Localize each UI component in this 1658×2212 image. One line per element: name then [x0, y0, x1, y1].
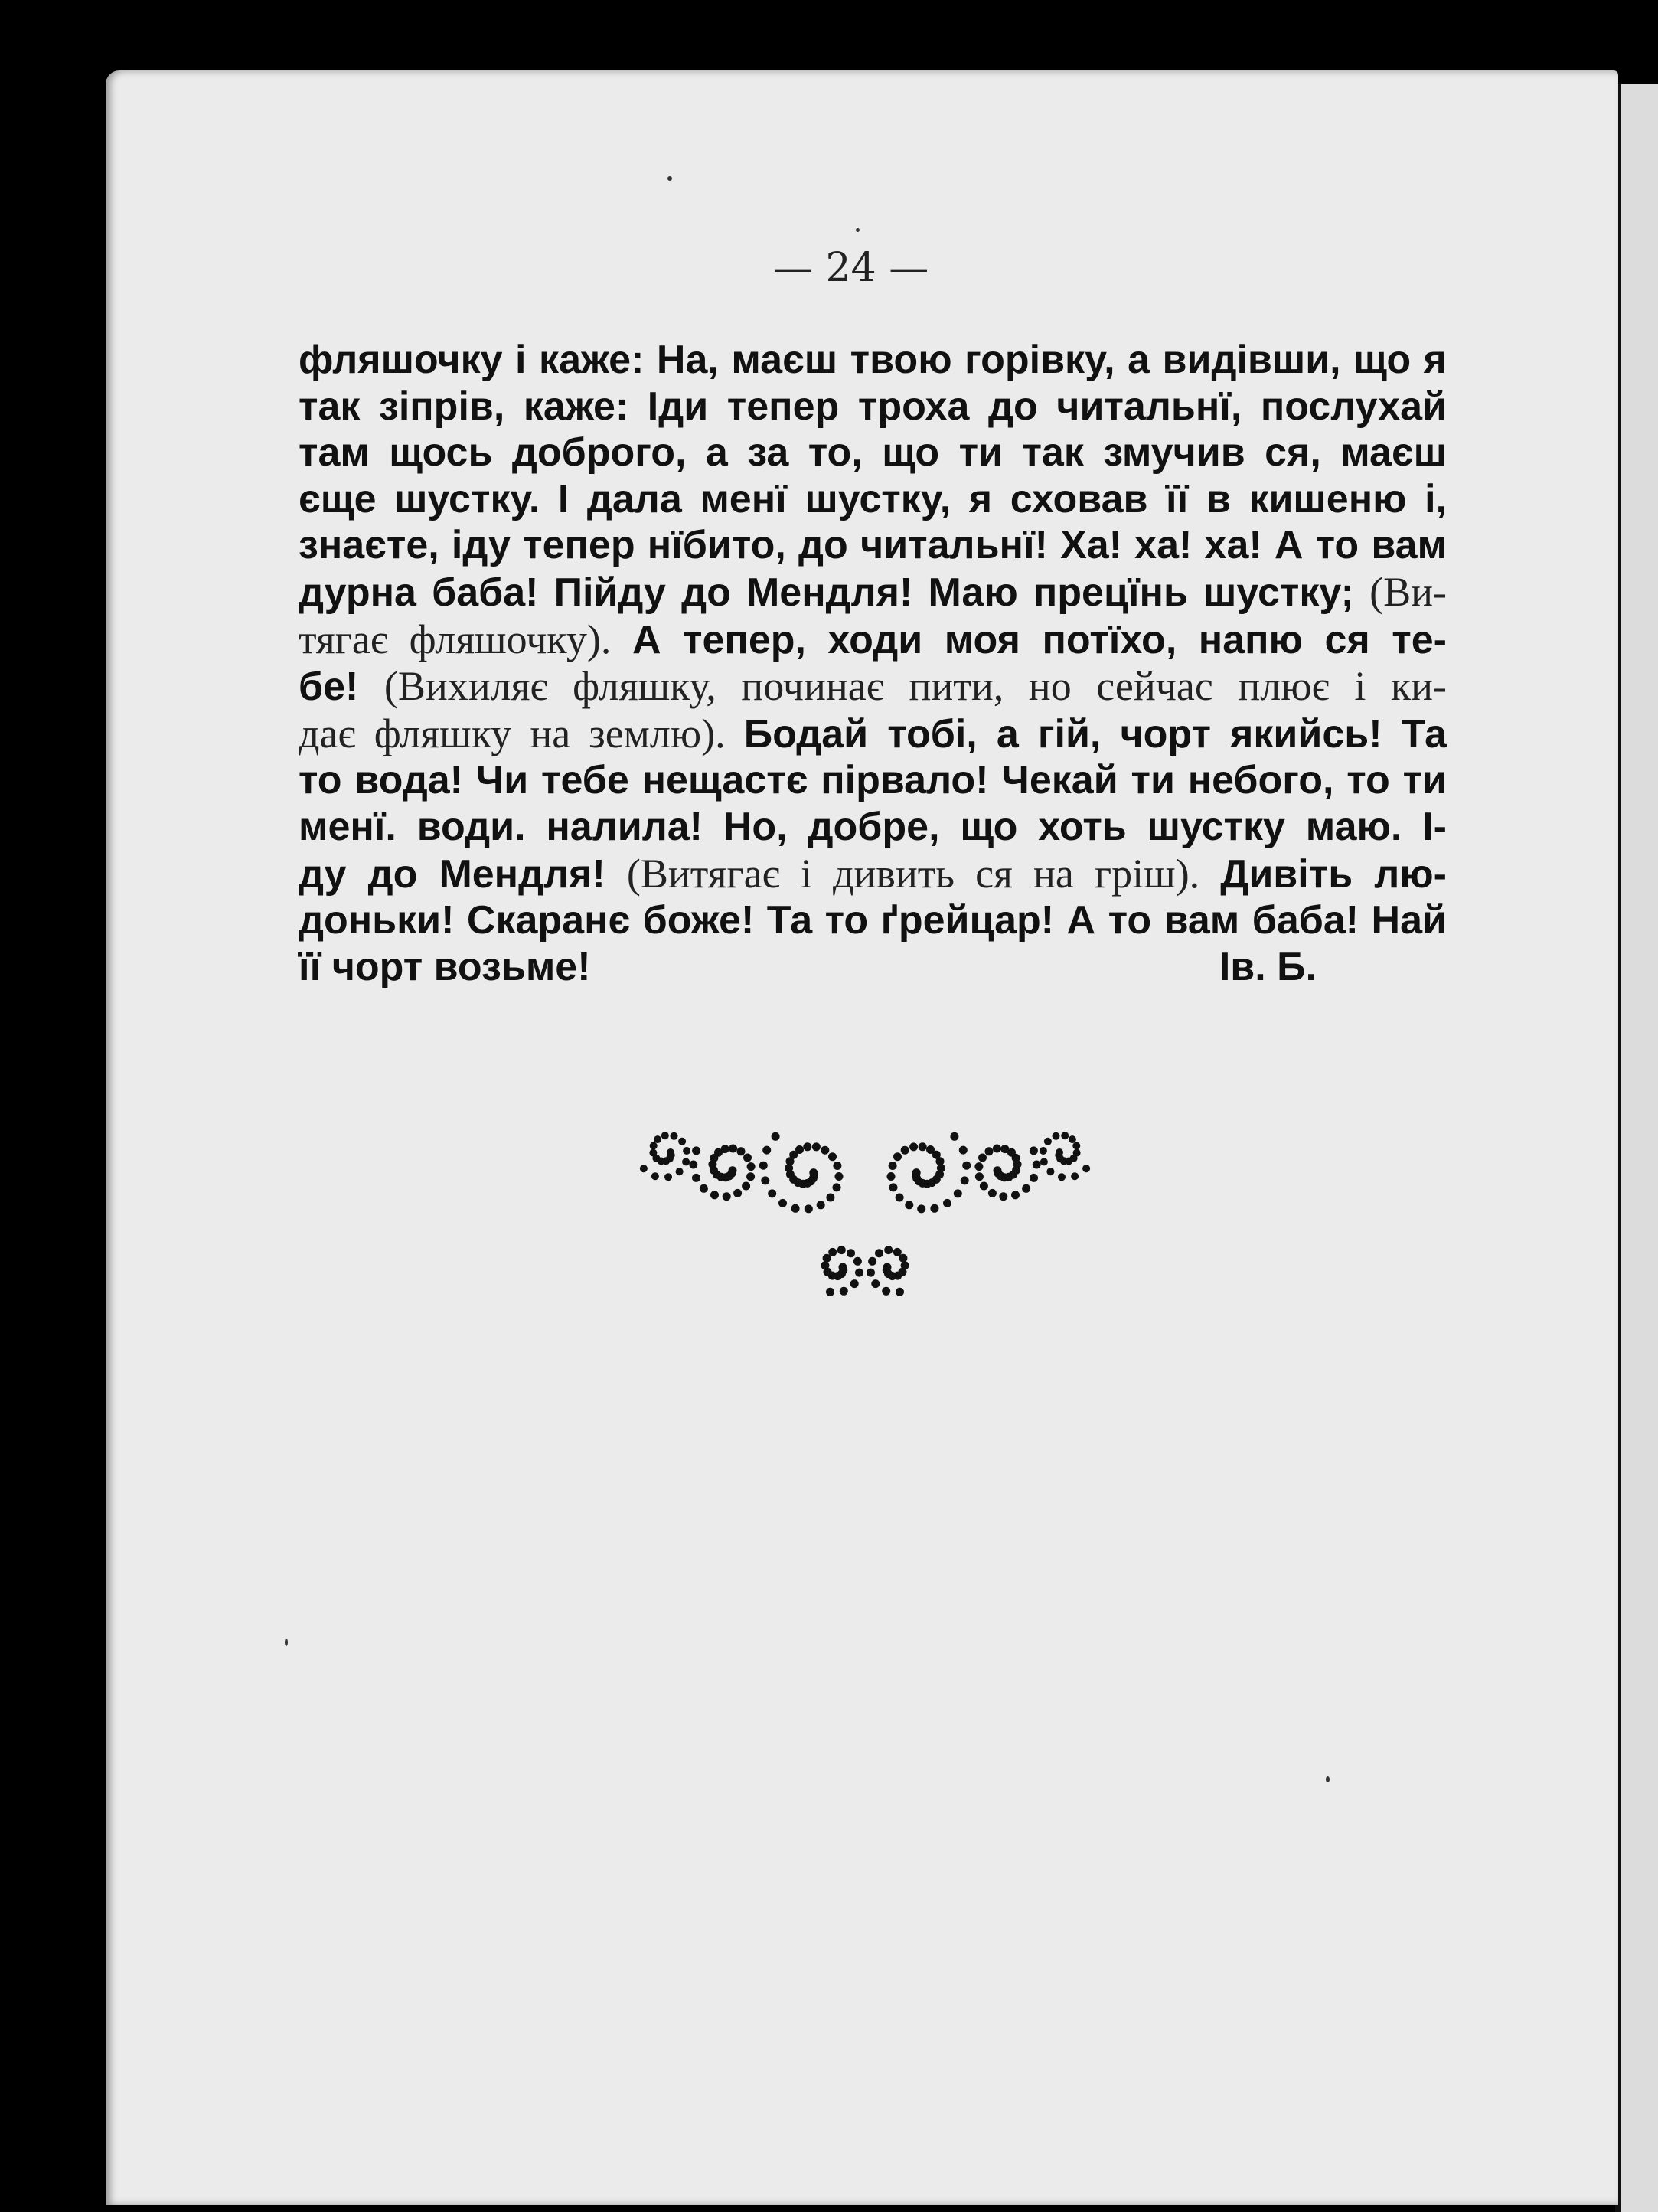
- ornament-dot: [803, 1142, 811, 1151]
- ornament-dot: [833, 1183, 841, 1191]
- ornament-dot: [896, 1288, 904, 1296]
- ornament-dot: [661, 1132, 669, 1139]
- dialogue-text: А тепер, ходи моя потїхо, напю ся те-: [632, 617, 1447, 662]
- ornament-dot: [1030, 1174, 1038, 1182]
- ornament-dot: [975, 1172, 984, 1181]
- stage-direction: (Вихиляє фляшку, починає пити, но сейчас плює і ки-: [383, 663, 1447, 710]
- ornament-dot: [742, 1182, 750, 1191]
- text-line: [299, 616, 1447, 664]
- text-line: [299, 476, 1447, 523]
- ornament-dot: [999, 1192, 1007, 1201]
- ornament-dot: [649, 1149, 657, 1157]
- ornament-dot: [683, 1147, 690, 1155]
- dialogue-text: дурна баба! Пійду до Мендля! Маю прецїнь шустку;: [299, 570, 1370, 615]
- ornament-dot: [887, 1172, 896, 1181]
- ornament-dot: [1030, 1146, 1038, 1155]
- ornament-dot: [867, 1269, 875, 1277]
- ornament-dot: [692, 1146, 700, 1155]
- ornament-dot: [678, 1138, 686, 1145]
- scan-speck: [856, 228, 860, 232]
- stage-direction: (Ви-: [1369, 568, 1447, 615]
- ornament-dot: [743, 1154, 752, 1162]
- ornament-dot: [1022, 1184, 1030, 1193]
- ornament-dot: [700, 1184, 708, 1193]
- ornament-dot: [651, 1172, 659, 1180]
- ornament-dot: [909, 1142, 918, 1151]
- ornament-dot: [974, 1162, 983, 1171]
- ornament-dot: [901, 1146, 909, 1155]
- ornament-dot: [985, 1147, 994, 1155]
- ornament-dot: [1061, 1132, 1069, 1139]
- ornament-dot: [959, 1146, 968, 1155]
- ornament-dot: [850, 1279, 859, 1288]
- ornament-dot: [1071, 1172, 1079, 1180]
- ornament-dot: [817, 1201, 825, 1209]
- dialogue-text: менї. води. налила! Но, добре, що хоть шустку маю. І-: [299, 804, 1447, 849]
- ornament-dot: [919, 1142, 927, 1151]
- ornament-dot: [868, 1257, 876, 1266]
- ornament-dot: [896, 1194, 904, 1202]
- ornament-dot: [893, 1248, 902, 1256]
- ornament-dot: [682, 1158, 690, 1165]
- ornament-dot: [747, 1162, 756, 1171]
- ornament-dot: [1082, 1165, 1090, 1172]
- closing-line: [299, 944, 1317, 991]
- dialogue-text: там щось доброго, а за то, що ти так змучив ся, маєш: [299, 430, 1447, 475]
- ornament-dot: [762, 1146, 771, 1155]
- text-line: [299, 430, 1447, 476]
- next-page-edge: [1615, 84, 1658, 2212]
- body-text: [299, 337, 1447, 990]
- dialogue-text: так зіпрів, каже: Іди тепер троха до читальнї, послухай: [299, 384, 1447, 429]
- ornament-dot: [980, 1182, 988, 1191]
- author-signature: Ів. Б.: [1219, 944, 1317, 989]
- scan-speck: [285, 1639, 288, 1646]
- ornament-dot: [826, 1194, 834, 1202]
- ornament-dot: [1046, 1168, 1054, 1175]
- ornament-dot: [1040, 1158, 1048, 1165]
- ornament-dot: [1011, 1191, 1020, 1199]
- text-line: [299, 522, 1447, 569]
- ornament-dot: [1040, 1147, 1047, 1155]
- ornament-dot: [882, 1287, 890, 1296]
- ornament-dot: [721, 1145, 729, 1153]
- stage-direction: (Витягає і дивить ся на гріш).: [626, 850, 1221, 897]
- dialogue-text: її чорт возьме!: [299, 944, 591, 989]
- ornament-dot: [768, 1189, 776, 1197]
- ornament-dot: [889, 1183, 898, 1191]
- ornament-dot: [889, 1162, 897, 1170]
- dialogue-text: фляшочку і каже: На, маєш твою горівку, а видівши, що я: [299, 338, 1447, 382]
- ornament-dot: [1073, 1149, 1081, 1157]
- dialogue-text: бе!: [299, 665, 384, 710]
- ornament-dot: [821, 1261, 829, 1269]
- ornament-dot: [759, 1162, 768, 1170]
- ornament-dot: [847, 1249, 855, 1257]
- ornament-dot: [812, 1142, 821, 1151]
- ornament-dot: [791, 1204, 800, 1213]
- ornament-dot: [905, 1201, 913, 1209]
- ornament-dot: [875, 1249, 883, 1257]
- ornament-dot: [689, 1161, 697, 1169]
- ornament-dot: [840, 1287, 848, 1296]
- page-number: — 24 —: [773, 245, 929, 291]
- ornament-dot: [1058, 1173, 1066, 1181]
- text-line: [299, 337, 1447, 384]
- ornament-dot: [943, 1199, 951, 1207]
- ornament-dot: [1072, 1142, 1080, 1150]
- ornament-dot: [917, 1204, 925, 1213]
- ornament-dot: [692, 1174, 700, 1182]
- ornament-dot: [962, 1162, 971, 1170]
- ornament-dot: [930, 1204, 938, 1213]
- ornament-dot: [833, 1162, 841, 1170]
- dialogue-text: доньки! Скаранє боже! Та то ґрейцар! А то вам баба! Най: [299, 898, 1447, 943]
- ornament-dot: [835, 1172, 844, 1181]
- ornament-dot: [733, 1189, 742, 1197]
- stage-direction: тягає фляшочку).: [299, 616, 632, 662]
- dialogue-text: то вода! Чи тебе нещастє пірвало! Чекай ти небого, то ти: [299, 758, 1447, 803]
- ornament-dot: [1000, 1145, 1009, 1153]
- ornament-dot: [795, 1145, 804, 1154]
- ornament-dot: [746, 1172, 755, 1181]
- stage-direction: дає фляшку на землю).: [299, 710, 744, 756]
- ornament-dot: [1053, 1132, 1060, 1140]
- ornament-dot: [664, 1173, 672, 1181]
- ornament-dot: [826, 1288, 834, 1296]
- ornament-dot: [978, 1154, 987, 1162]
- ornament-dot: [778, 1199, 787, 1207]
- ornament-dot: [640, 1165, 648, 1172]
- ornament-dot: [805, 1204, 813, 1213]
- scan-speck: [667, 176, 672, 181]
- dialogue-text: Бодай тобі, а гій, чорт якийсь! Та: [743, 711, 1447, 756]
- dialogue-text: ду до Мендля!: [299, 851, 627, 897]
- dialogue-text: єще шустку. І дала менї шустку, я сховав її в кишеню і,: [299, 476, 1447, 521]
- text-line: [299, 757, 1447, 804]
- ornament-dot: [871, 1279, 880, 1288]
- ornament-dot: [737, 1147, 746, 1155]
- ornament-dot: [993, 1145, 1001, 1153]
- ornament-dot: [950, 1132, 958, 1141]
- scan-speck: [1326, 1776, 1330, 1782]
- ornament-dot: [884, 1246, 893, 1254]
- ornament-dot: [710, 1191, 719, 1199]
- ornament-dot: [828, 1248, 837, 1256]
- ornament-dot: [650, 1142, 658, 1150]
- dialogue-text: Дивіть лю-: [1220, 851, 1447, 897]
- ornament-dot: [988, 1189, 997, 1197]
- ornament-dot: [654, 1135, 661, 1143]
- ornament-dot: [954, 1189, 962, 1197]
- ornament-dot: [893, 1152, 902, 1161]
- ornament-dot: [1044, 1138, 1052, 1145]
- ornament-dot: [853, 1257, 862, 1266]
- ornament-dot: [901, 1261, 909, 1269]
- ornament-dot: [671, 1132, 678, 1140]
- ornament-dot: [676, 1168, 684, 1175]
- ornament-dot: [821, 1146, 829, 1155]
- text-line: [299, 663, 1447, 711]
- ornament-dot: [926, 1145, 935, 1154]
- ornament-dot: [961, 1176, 969, 1184]
- ornament-dot: [772, 1132, 780, 1141]
- ornament-dot: [723, 1192, 731, 1201]
- dialogue-text: знаєте, іду тепер нїбито, до читальнї! Ха! ха! ха! А то вам: [299, 523, 1447, 568]
- text-line: [299, 804, 1447, 851]
- ornament-dot: [855, 1269, 863, 1277]
- text-line: [299, 897, 1447, 944]
- text-line: [299, 569, 1447, 616]
- ornament-dot: [837, 1246, 846, 1254]
- ornament-vignette-icon: [624, 1114, 1106, 1305]
- ornament-dot: [761, 1176, 769, 1184]
- text-line: [299, 384, 1447, 430]
- ornament-dot: [1069, 1135, 1076, 1143]
- ornament-dot: [828, 1152, 837, 1161]
- text-line: [299, 851, 1447, 898]
- ornament-dot: [729, 1145, 737, 1153]
- ornament-dot: [1033, 1161, 1041, 1169]
- text-line: [299, 711, 1447, 758]
